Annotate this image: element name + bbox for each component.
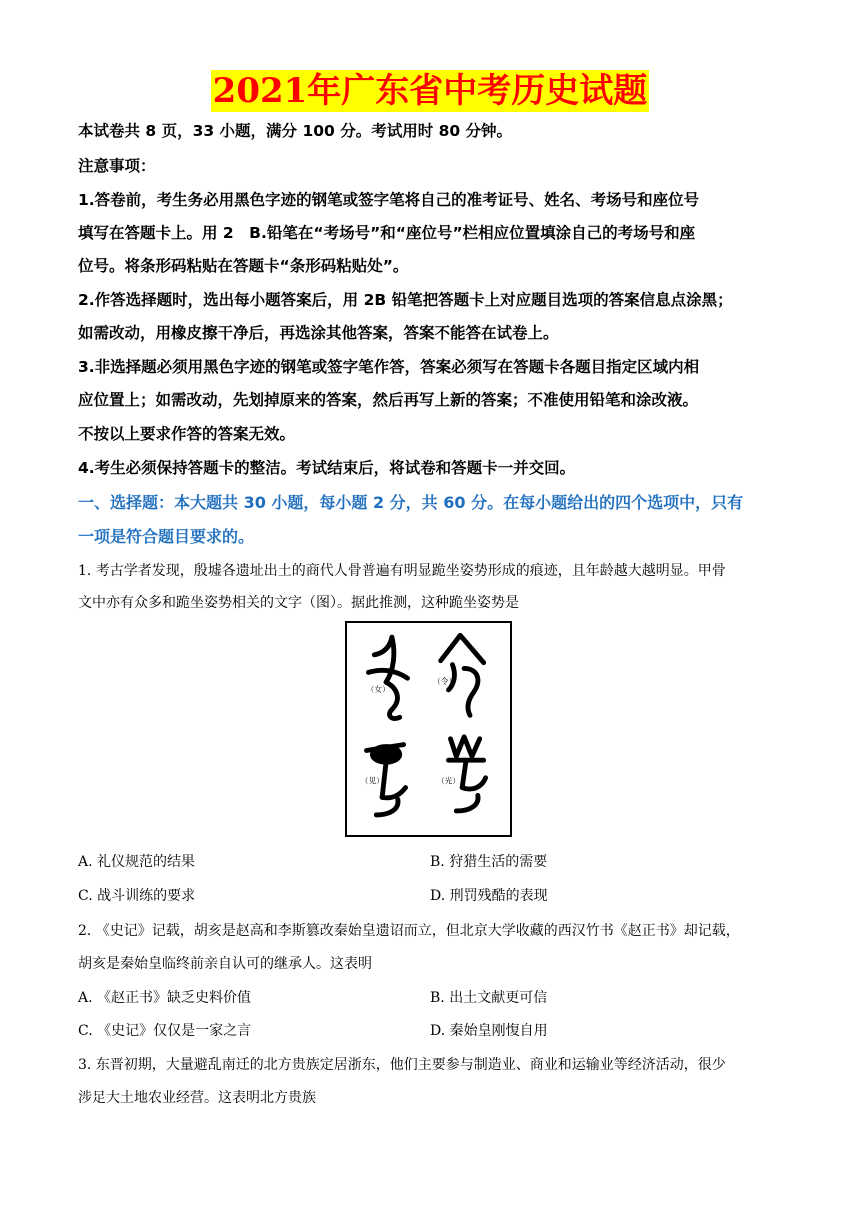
notice-line: 位号。将条形码粘贴在答题卡“条形码粘贴处”。: [78, 257, 409, 275]
title-container: [0, 70, 860, 112]
notice-line: 如需改动，用橡皮擦干净后，再选涂其他答案，答案不能答在试卷上。: [78, 324, 559, 342]
section-heading: 一项是符合题目要求的。: [78, 527, 255, 546]
notice-line: 填写在答题卡上。用 2 B.铅笔在“考场号”和“座位号”栏相应位置填涂自己的考场号和座: [78, 224, 696, 242]
oracle-char-guang: [449, 737, 486, 811]
intro-text: 本试卷共 8 页，33 小题，满分 100 分。考试用时 80 分钟。: [78, 122, 513, 140]
figure-label-jian: （见）: [360, 776, 385, 786]
oracle-bone-characters: [347, 623, 510, 835]
question-1-stem: 文中亦有众多和跪坐姿势相关的文字（图）。据此推测，这种跪坐姿势是: [78, 595, 519, 611]
question-3-stem: 3. 东晋初期，大量避乱南迁的北方贵族定居浙东，他们主要参与制造业、商业和运输业等经济活动，很少: [78, 1057, 726, 1073]
question-2-stem: 胡亥是秦始皇临终前亲自认可的继承人。这表明: [78, 956, 372, 972]
notice-line: 不按以上要求作答的答案无效。: [78, 425, 296, 443]
q1-option-d: D. 刑罚残酷的表现: [430, 888, 548, 904]
figure-label-nv: （女）: [366, 684, 390, 694]
notice-line: 应位置上；如需改动，先划掉原来的答案，然后再写上新的答案；不准使用铅笔和涂改液。: [78, 391, 699, 409]
q2-option-c: C. 《史记》仅仅是一家之言: [78, 1023, 252, 1039]
q2-option-b: B. 出土文献更可信: [430, 990, 548, 1006]
notice-line: 3.非选择题必须用黑色字迹的钢笔或签字笔作答，答案必须写在答题卡各题目指定区域内相: [78, 358, 700, 376]
question-2-stem: 2. 《史记》记载，胡亥是赵高和李斯篡改秦始皇遗诏而立，但北京大学收藏的西汉竹书《赵正书》却记载，: [78, 923, 740, 939]
q2-option-d: D. 秦始皇刚愎自用: [430, 1023, 548, 1039]
notice-line: 1.答卷前，考生务必用黑色字迹的钢笔或签字笔将自己的准考证号、姓名、考场号和座位号: [78, 191, 700, 209]
notice-line: 4.考生必须保持答题卡的整洁。考试结束后，将试卷和答题卡一并交回。: [78, 459, 576, 477]
question-1-stem: 1. 考古学者发现，殷墟各遗址出土的商代人骨普遍有明显跪坐姿势形成的痕迹，且年龄越大越明显。甲骨: [78, 563, 726, 579]
oracle-bone-figure: [345, 621, 512, 837]
notice-heading: 注意事项：: [78, 157, 156, 175]
q2-option-a: A. 《赵正书》缺乏史料价值: [78, 990, 252, 1006]
section-heading: 一、选择题：本大题共 30 小题，每小题 2 分，共 60 分。在每小题给出的四个选项中，只有: [78, 493, 744, 512]
figure-label-guang: （光）: [436, 776, 461, 786]
notice-line: 2.作答选择题时，选出每小题答案后，用 2B 铅笔把答题卡上对应题目选项的答案信息点涂黑；: [78, 291, 733, 309]
oracle-char-nv: [368, 637, 407, 718]
q1-option-a: A. 礼仪规范的结果: [78, 854, 196, 870]
figure-label-ling: （令）: [432, 677, 457, 687]
question-3-stem: 涉足大土地农业经营。这表明北方贵族: [78, 1090, 316, 1106]
q1-option-b: B. 狩猎生活的需要: [430, 854, 548, 870]
oracle-char-ling: [441, 635, 484, 715]
q1-option-c: C. 战斗训练的要求: [78, 888, 196, 904]
exam-title: 2021年广东省中考历史试题: [212, 71, 648, 111]
